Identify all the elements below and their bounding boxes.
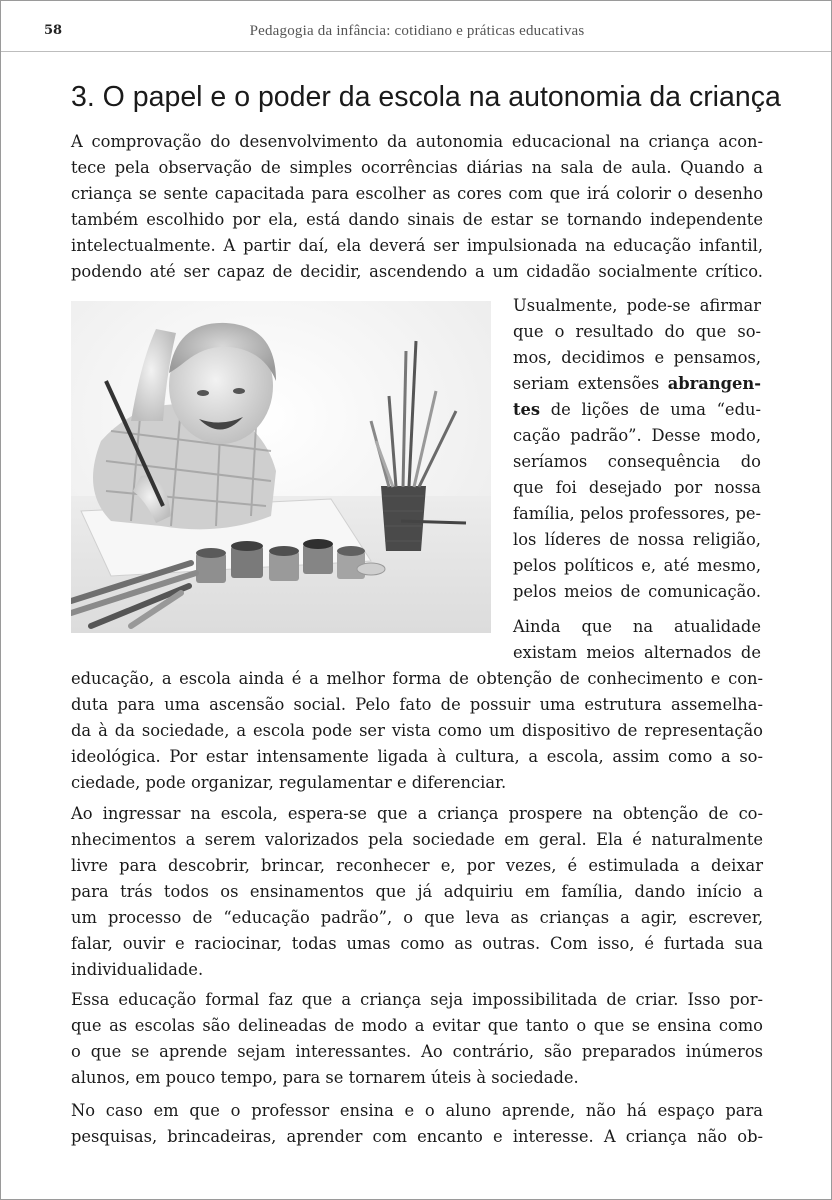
text-line [513, 371, 761, 397]
text-line: educação, a escola ainda é a melhor forma de obtenção de conhecimento e con- [71, 669, 763, 688]
text-line: mos, decidimos e pensamos, [513, 348, 761, 367]
photo-illustration [71, 301, 491, 633]
paragraph-4 [71, 801, 763, 983]
paragraph-6 [71, 1098, 763, 1150]
text-line: tece pela observação de simples ocorrências diárias na sala de aula. Quando a [71, 158, 763, 177]
text-fragment: de lições de uma “edu- [550, 400, 761, 419]
text-line: que foi desejado por nossa [513, 478, 761, 497]
text-line: ciedade, pode organizar, regulamentar e diferenciar. [71, 773, 507, 792]
text-line: alunos, em pouco tempo, para se tornarem úteis à sociedade. [71, 1068, 579, 1087]
text-line: da à da sociedade, a escola pode ser vista como um dispositivo de representação [71, 721, 763, 740]
text-line: seríamos consequência do [513, 452, 761, 471]
text-line: Essa educação formal faz que a criança seja impossibilitada de criar. Isso por- [71, 990, 763, 1009]
paragraph-2 [513, 293, 761, 605]
text-line: o que se aprende sejam interessantes. Ao contrário, são preparados inúmeros [71, 1042, 763, 1061]
running-title: Pedagogia da infância: cotidiano e práticas educativas [249, 23, 585, 39]
text-line: criança se sente capacitada para escolher as cores com que irá colorir o desenho [71, 184, 763, 203]
text-line: pelos meios de comunicação. [513, 582, 761, 601]
text-line: Ao ingressar na escola, espera-se que a criança prospere na obtenção de co- [71, 804, 763, 823]
text-line: duta para uma ascensão social. Pelo fato de possuir uma estrutura assemelha- [71, 695, 763, 714]
text-line: No caso em que o professor ensina e o aluno aprende, não há espaço para [71, 1101, 763, 1120]
paragraph-1 [71, 129, 763, 285]
text-line: ideológica. Por estar intensamente ligada à cultura, a escola, assim como a so- [71, 747, 763, 766]
text-line: pelos políticos e, até mesmo, [513, 556, 761, 575]
child-painting-photo [71, 301, 491, 633]
header-rule [1, 51, 831, 52]
text-line: cação padrão”. Desse modo, [513, 426, 761, 445]
text-line [513, 397, 761, 423]
text-line: Usualmente, pode-se afirmar [513, 296, 761, 315]
text-line: podendo até ser capaz de decidir, ascendendo a um cidadão socialmente crítico. [71, 262, 763, 281]
page-number: 58 [44, 23, 63, 38]
text-line: livre para descobrir, brincar, reconhecer e, por vezes, é estimulada a deixar [71, 856, 763, 875]
text-line: Ainda que na atualidade [513, 617, 761, 636]
running-head [1, 23, 832, 45]
text-fragment: seriam extensões [513, 374, 660, 393]
text-line: para trás todos os ensinamentos que já adquiriu em família, dando início a [71, 882, 763, 901]
text-line: individualidade. [71, 960, 204, 979]
text-line: pesquisas, brincadeiras, aprender com encanto e interesse. A criança não ob- [71, 1127, 763, 1146]
bold-term: tes [513, 400, 541, 419]
paragraph-3 [71, 666, 763, 796]
text-line: que o resultado do que so- [513, 322, 761, 341]
text-line: falar, ouvir e raciocinar, todas umas como as outras. Com isso, é furtada sua [71, 934, 763, 953]
text-line: família, pelos professores, pe- [513, 504, 761, 523]
paragraph-3-narrow [513, 614, 761, 666]
paragraph-5 [71, 987, 763, 1091]
bold-term: abrangen- [667, 374, 761, 393]
text-line: existam meios alternados de [513, 643, 761, 662]
text-line: um processo de “educação padrão”, o que leva as crianças a agir, escrever, [71, 908, 763, 927]
text-line: nhecimentos a serem valorizados pela sociedade em geral. Ela é naturalmente [71, 830, 763, 849]
text-line: A comprovação do desenvolvimento da autonomia educacional na criança acon- [71, 132, 763, 151]
text-line: los líderes de nossa religião, [513, 530, 761, 549]
text-line: que as escolas são delineadas de modo a evitar que tanto o que se ensina como [71, 1016, 763, 1035]
text-line: também escolhido por ela, está dando sinais de estar se tornando independente [71, 210, 763, 229]
text-line: intelectualmente. A partir daí, ela deverá ser impulsionada na educação infantil, [71, 236, 763, 255]
section-heading: 3. O papel e o poder da escola na autonomia da criança [71, 81, 781, 113]
